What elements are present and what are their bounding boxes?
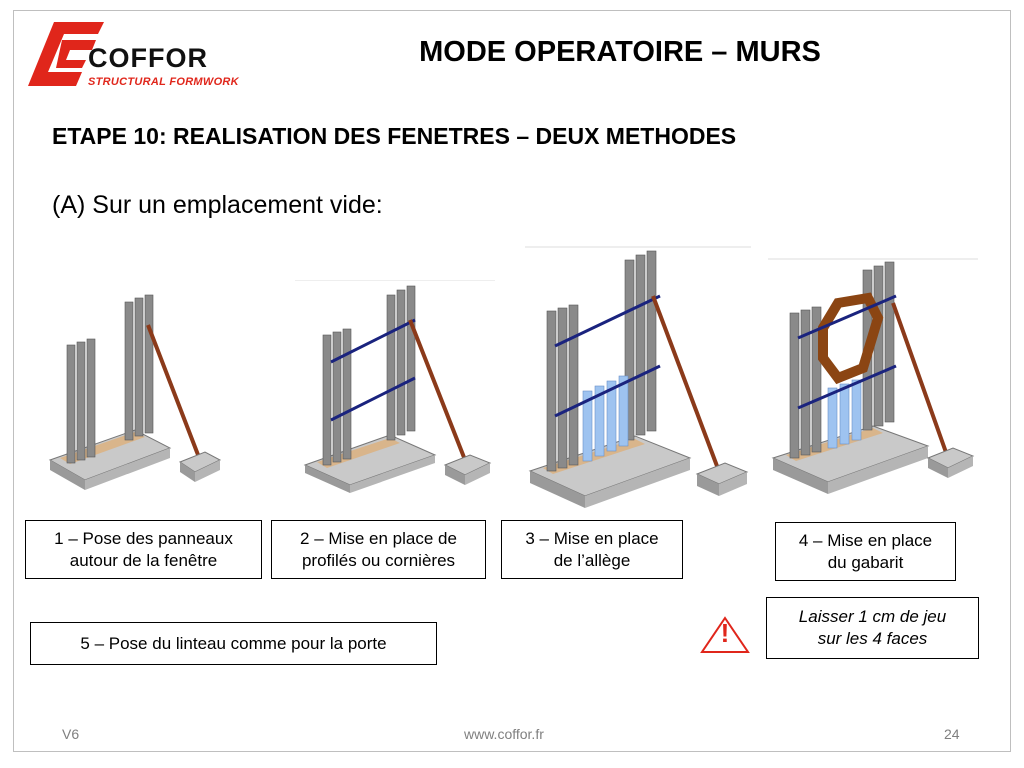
illustration-step-2 xyxy=(295,280,495,495)
caption-step-1-line2: autour de la fenêtre xyxy=(69,550,218,570)
step-heading: ETAPE 10: REALISATION DES FENETRES – DEUX METHODES xyxy=(52,123,737,149)
caption-step-4 xyxy=(775,522,956,581)
lintel-note xyxy=(30,622,437,665)
warning-symbol: ! xyxy=(720,618,730,648)
page-title: MODE OPERATOIRE – MURS xyxy=(419,36,821,68)
illustration-step-4 xyxy=(768,258,978,503)
caption-step-2-line1: 2 – Mise en place de xyxy=(300,528,457,548)
warning-note xyxy=(766,597,979,659)
caption-step-1-line1: 1 – Pose des panneaux xyxy=(54,528,233,548)
caption-step-4-line1: 4 – Mise en place xyxy=(798,530,933,550)
caption-step-2-line2: profilés ou cornières xyxy=(301,550,456,570)
footer-version: V6 xyxy=(62,726,80,742)
warning-note-line1: Laisser 1 cm de jeu xyxy=(798,607,947,626)
logo-tagline: STRUCTURAL FORMWORK xyxy=(88,76,239,88)
illustration-step-3 xyxy=(525,246,753,516)
method-label: (A) Sur un emplacement vide: xyxy=(52,191,383,219)
lintel-note-text: 5 – Pose du linteau comme pour la porte xyxy=(80,633,387,653)
illustration-step-1 xyxy=(45,290,235,500)
coffor-logo xyxy=(26,20,239,90)
footer-page-number: 24 xyxy=(944,726,960,742)
caption-step-4-line2: du gabarit xyxy=(827,552,904,572)
caption-step-3 xyxy=(501,520,683,579)
caption-step-2 xyxy=(271,520,486,579)
warning-note-line2: sur les 4 faces xyxy=(817,629,928,648)
caption-step-3-line1: 3 – Mise en place xyxy=(525,528,659,548)
caption-step-1 xyxy=(25,520,262,579)
footer-url[interactable]: www.coffor.fr xyxy=(464,726,544,742)
caption-step-3-line2: de l’allège xyxy=(553,550,631,570)
logo-wordmark: COFFOR xyxy=(88,43,208,73)
